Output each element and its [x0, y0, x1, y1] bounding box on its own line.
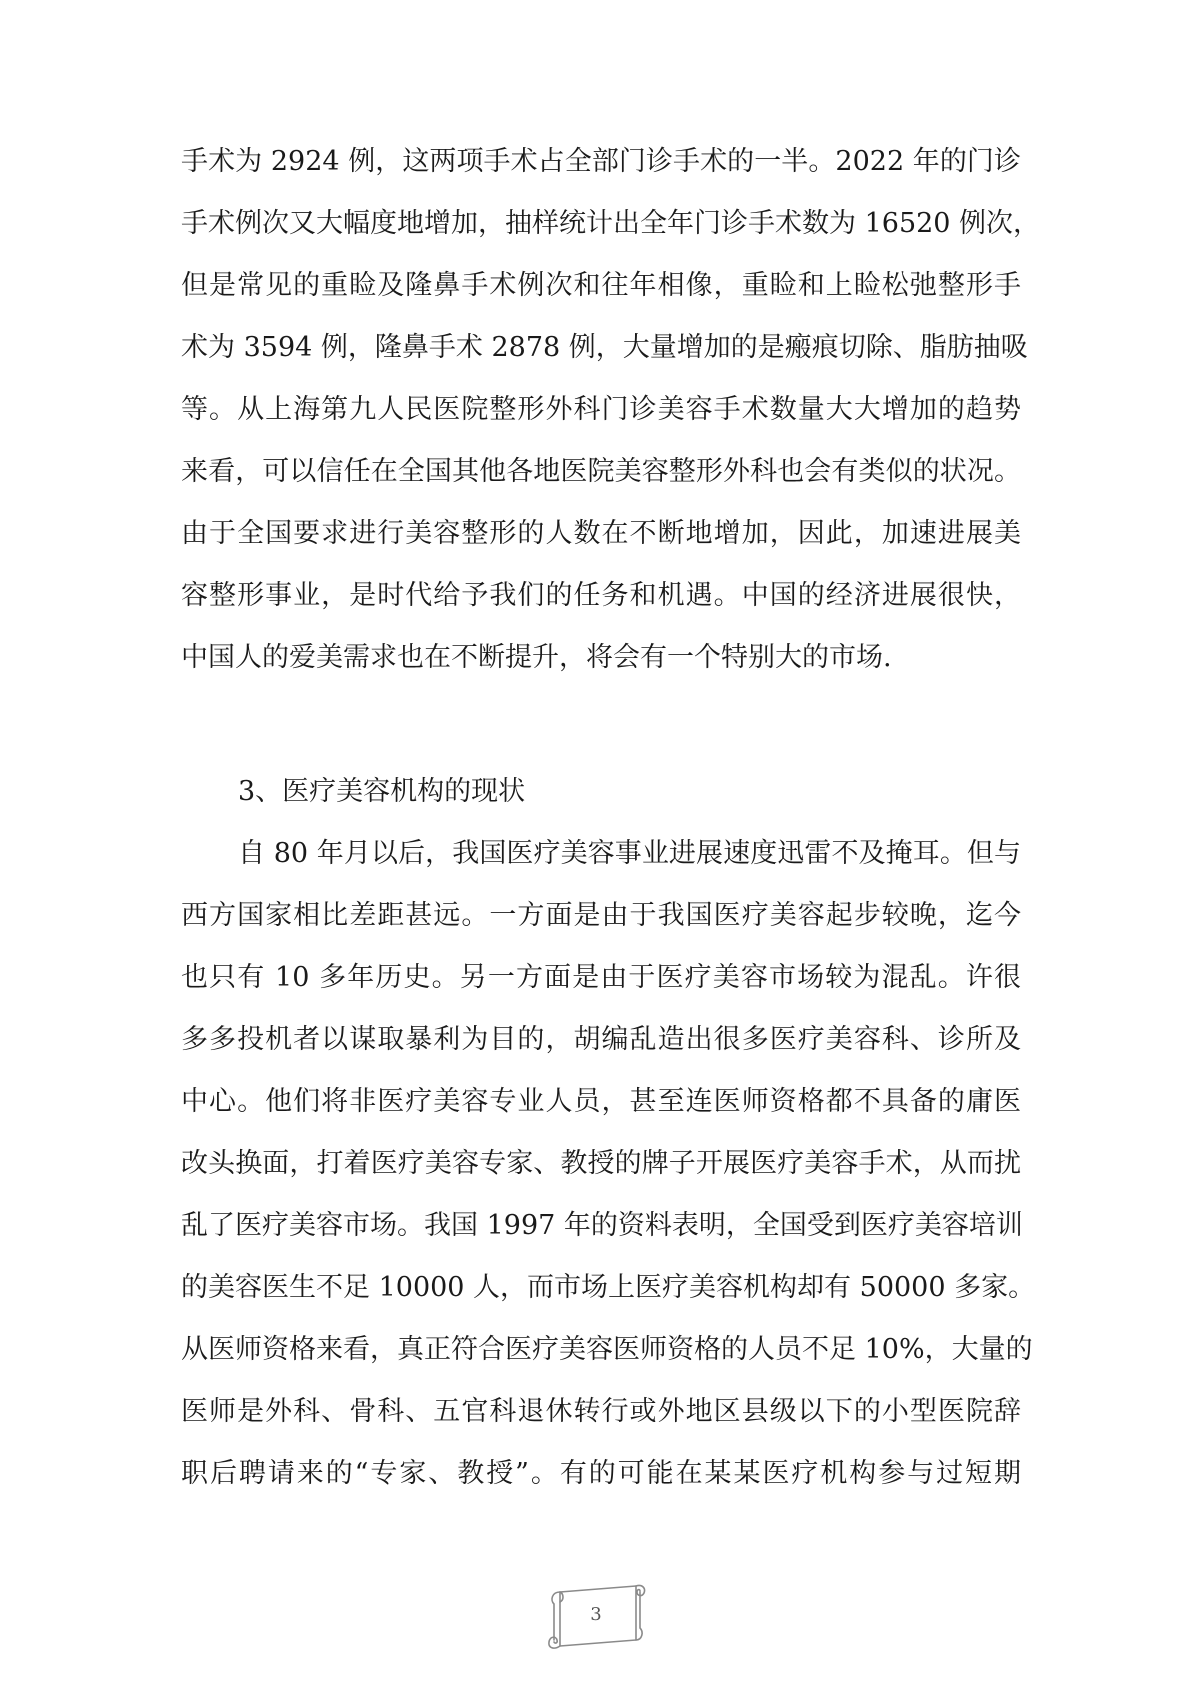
paragraph-line: 医师是外科、骨科、五官科退休转行或外地区县级以下的小型医院辞 [181, 1396, 1021, 1427]
paragraph-line: 手术例次又大幅度地增加，抽样统计出全年门诊手术数为 16520 例次， [181, 208, 1041, 239]
section-heading: 3、医疗美容机构的现状 [238, 776, 526, 807]
paragraph-line: 多多投机者以谋取暴利为目的，胡编乱造出很多医疗美容科、诊所及 [181, 1024, 1021, 1055]
paragraph-line: 但是常见的重睑及隆鼻手术例次和往年相像，重睑和上睑松弛整形手 [181, 270, 1021, 301]
paragraph-line: 职后聘请来的“专家、教授”。有的可能在某某医疗机构参与过短期 [181, 1458, 1021, 1489]
paragraph-line: 也只有 10 多年历史。另一方面是由于医疗美容市场较为混乱。许很 [181, 962, 1021, 993]
paragraph-line: 容整形事业，是时代给予我们的任务和机遇。中国的经济进展很快， [181, 580, 1021, 611]
paragraph-line: 自 80 年月以后，我国医疗美容事业进展速度迅雷不及掩耳。但与 [238, 838, 1021, 869]
paragraph-line: 来看，可以信任在全国其他各地医院美容整形外科也会有类似的状况。 [181, 456, 1021, 487]
paragraph-line: 改头换面，打着医疗美容专家、教授的牌子开展医疗美容手术，从而扰 [181, 1148, 1021, 1179]
paragraph-line: 从医师资格来看，真正符合医疗美容医师资格的人员不足 10%，大量的 [181, 1334, 1033, 1365]
page-number: 3 [590, 1604, 602, 1625]
paragraph-line: 中心。他们将非医疗美容专业人员，甚至连医师资格都不具备的庸医 [181, 1086, 1021, 1117]
paragraph-line: 由于全国要求进行美容整形的人数在不断地增加，因此，加速进展美 [181, 518, 1021, 549]
paragraph-line: 西方国家相比差距甚远。一方面是由于我国医疗美容起步较晚，迄今 [181, 900, 1021, 931]
page-footer [538, 1578, 654, 1660]
paragraph-line: 中国人的爱美需求也在不断提升，将会有一个特别大的市场. [181, 642, 892, 673]
paragraph-line: 手术为 2924 例，这两项手术占全部门诊手术的一半。2022 年的门诊 [181, 146, 1021, 177]
paragraph-line: 术为 3594 例，隆鼻手术 2878 例，大量增加的是瘢痕切除、脂肪抽吸 [181, 332, 1028, 363]
paragraph-line: 的美容医生不足 10000 人，而市场上医疗美容机构却有 50000 多家。 [181, 1272, 1036, 1303]
paragraph-line: 等。从上海第九人民医院整形外科门诊美容手术数量大大增加的趋势 [181, 394, 1021, 425]
paragraph-line: 乱了医疗美容市场。我国 1997 年的资料表明，全国受到医疗美容培训 [181, 1210, 1023, 1241]
